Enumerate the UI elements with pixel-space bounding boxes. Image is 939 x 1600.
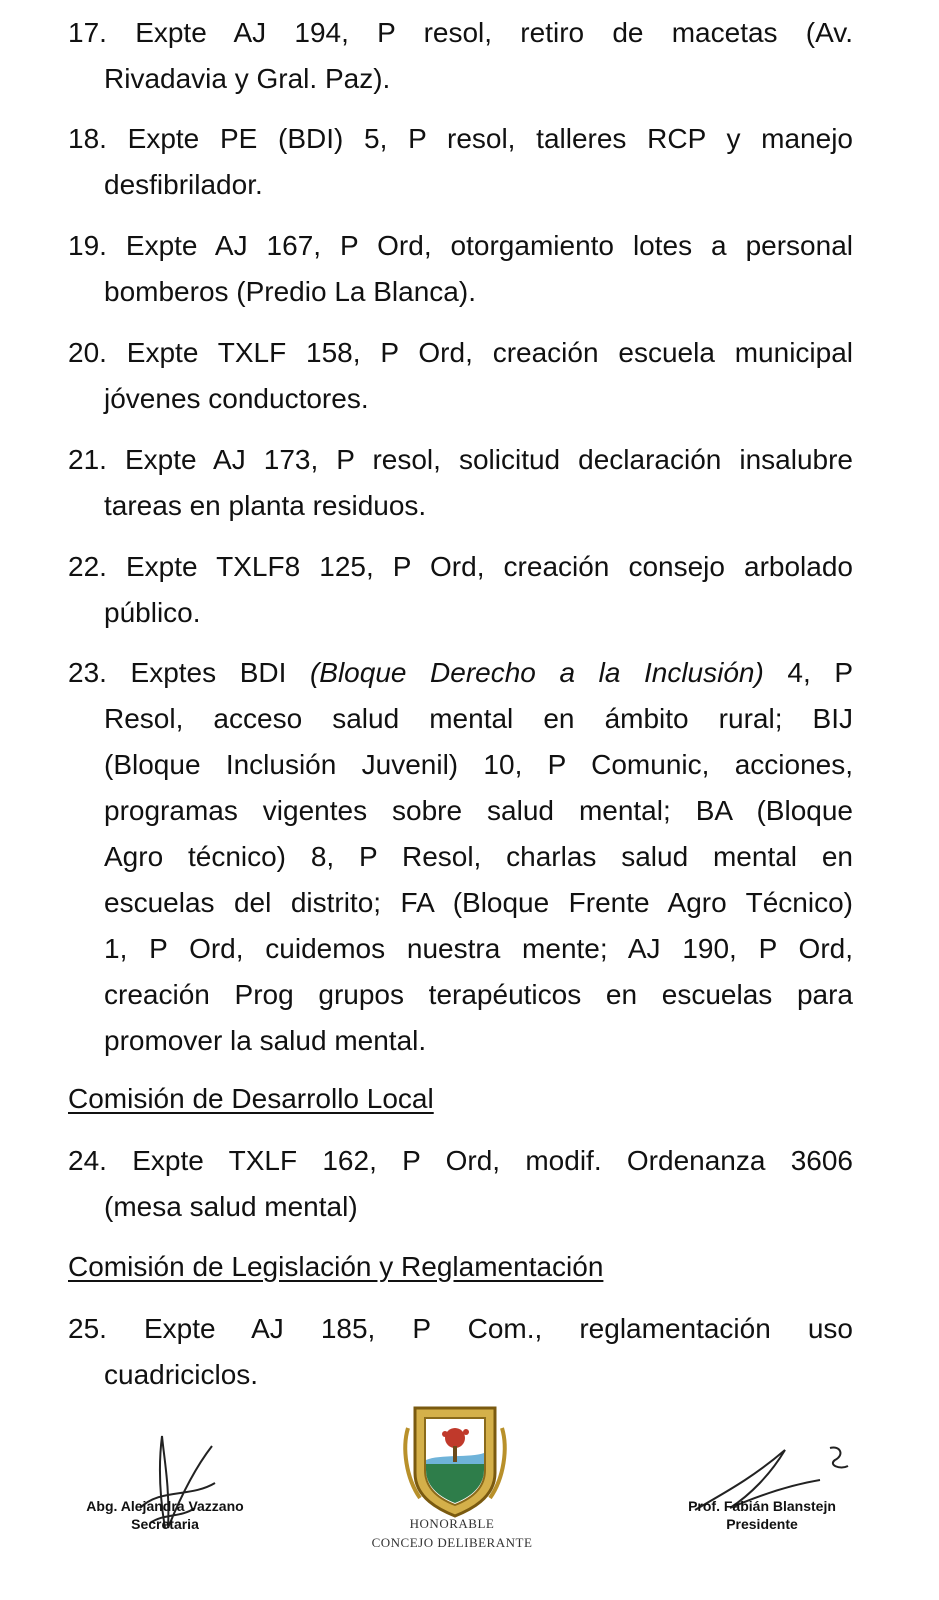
list-item-23 [68, 650, 853, 1064]
item-number: 20. [68, 337, 107, 368]
item-text: cuadriciclos. [104, 1359, 259, 1390]
left-signer-name: Abg. Alejandra Vazzano [86, 1498, 244, 1514]
item-text: (Bloque Inclusión Juvenil) 10, P Comunic, acciones, [104, 749, 853, 780]
item-line [68, 1306, 853, 1352]
item-text: Expte AJ 185, P Com., reglamentación uso [144, 1313, 854, 1344]
left-signer-role: Secretaria [131, 1516, 199, 1532]
left-signature-block [70, 1497, 260, 1533]
item-text: jóvenes conductores. [104, 383, 369, 414]
item-text: tareas en planta residuos. [104, 490, 427, 521]
item-number: 24. [68, 1145, 107, 1176]
crest-caption-line1: HONORABLE [409, 1516, 495, 1531]
item-text: Expte TXLF 158, P Ord, creación escuela municipal [126, 337, 854, 368]
item-text: 1, P Ord, cuidemos nuestra mente; AJ 190, P Ord, [104, 933, 853, 964]
item-text-italic: (Bloque Derecho a la Inclusión) [309, 657, 764, 688]
item-number: 22. [68, 551, 107, 582]
right-signer-name: Prof. Fabián Blanstejn [688, 1498, 836, 1514]
item-text: bomberos (Predio La Blanca). [104, 276, 476, 307]
item-text: Rivadavia y Gral. Paz). [104, 63, 391, 94]
item-line [68, 10, 853, 56]
crest-caption [362, 1514, 542, 1552]
item-line [68, 437, 853, 483]
crest-icon [400, 1398, 510, 1518]
item-line [68, 650, 853, 696]
item-text: (mesa salud mental) [104, 1191, 358, 1222]
item-text: Expte AJ 167, P Ord, otorgamiento lotes a personal [125, 230, 853, 261]
list-item-22 [68, 544, 853, 636]
section-heading-desarrollo-local: Comisión de Desarrollo Local [68, 1083, 434, 1114]
item-text: Expte TXLF 162, P Ord, modif. Ordenanza 3606 [132, 1145, 854, 1176]
item-line [68, 330, 853, 376]
crest-caption-line2: CONCEJO DELIBERANTE [371, 1535, 533, 1550]
item-text: público. [104, 597, 201, 628]
right-signer-role: Presidente [726, 1516, 798, 1532]
item-text: promover la salud mental. [104, 1025, 427, 1056]
item-text: Expte PE (BDI) 5, P resol, talleres RCP y manejo [127, 123, 853, 154]
item-text: Expte AJ 173, P resol, solicitud declaración insalubre [124, 444, 853, 475]
item-text: Expte TXLF8 125, P Ord, creación consejo arbolado [126, 551, 853, 582]
item-text: creación Prog grupos terapéuticos en escuelas para [104, 979, 853, 1010]
item-line [68, 223, 853, 269]
item-line [68, 116, 853, 162]
item-text: Resol, acceso salud mental en ámbito rural; BIJ [104, 703, 853, 734]
list-item-17 [68, 10, 853, 102]
item-number: 23. [68, 657, 107, 688]
list-item-19 [68, 223, 853, 315]
item-text: Exptes BDI [130, 657, 310, 688]
list-item-24 [68, 1138, 853, 1230]
item-text: desfibrilador. [104, 169, 263, 200]
list-item-25 [68, 1306, 853, 1398]
list-item-20 [68, 330, 853, 422]
item-number: 19. [68, 230, 107, 261]
item-text: programas vigentes sobre salud mental; BA (Bloque [104, 795, 853, 826]
item-number: 18. [68, 123, 107, 154]
item-number: 21. [68, 444, 107, 475]
item-number: 17. [68, 17, 107, 48]
item-text: Agro técnico) 8, P Resol, charlas salud mental en [104, 841, 853, 872]
item-number: 25. [68, 1313, 107, 1344]
item-text: 4, P [763, 657, 853, 688]
item-text: escuelas del distrito; FA (Bloque Frente Agro Técnico) [104, 887, 853, 918]
item-line [68, 1138, 853, 1184]
list-item-18 [68, 116, 853, 208]
item-text: Expte AJ 194, P resol, retiro de macetas (Av. [135, 17, 853, 48]
right-signature-block [672, 1497, 852, 1533]
item-line [68, 544, 853, 590]
section-heading-legislacion: Comisión de Legislación y Reglamentación [68, 1251, 604, 1282]
list-item-21 [68, 437, 853, 529]
